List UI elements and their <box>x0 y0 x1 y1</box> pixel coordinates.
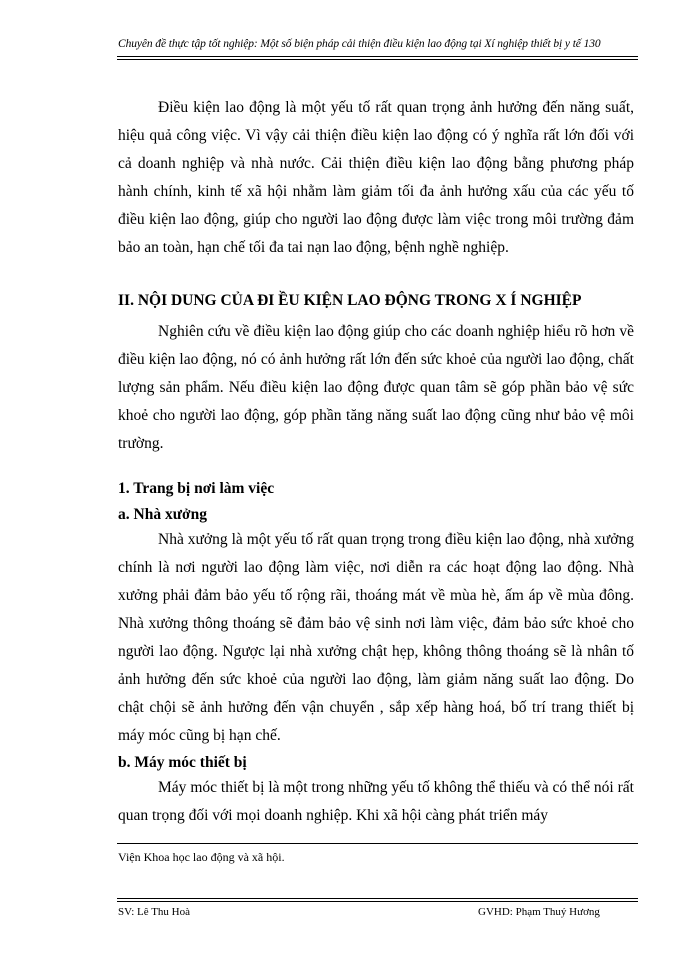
footer-divider-secondary <box>117 901 638 902</box>
footer-divider <box>117 898 638 899</box>
running-header: Chuyên đề thực tập tốt nghiệp: Một số biện pháp cải thiện điều kiện lao động tại Xí nghiệp thiết bị y tế 130 <box>118 38 601 50</box>
footer-student: SV: Lê Thu Hoà <box>118 906 190 918</box>
subheading-a: a. Nhà xưởng <box>118 506 207 523</box>
paragraph-b: Máy móc thiết bị là một trong những yếu tố không thể thiếu và có thể nói rất quan trọng đối với mọi doanh nghiệp. Khi xã hội càng phát triển máy <box>118 779 634 824</box>
footnote-divider <box>117 843 638 844</box>
intro-paragraph: Điều kiện lao động là một yếu tố rất quan trọng ảnh hưởng đến năng suất, hiệu quả công việc. Vì vậy cải thiện điều kiện lao động có ý nghĩa rất lớn đối với cả doanh nghiệp và nhà nước. Cải thiện điều kiện lao động bằng phương pháp hành chính, kinh tế xã hội nhằm làm giảm tối đa ảnh hưởng xấu của các yếu tố điều kiện lao động, giúp cho người lao động được làm việc trong môi trường đảm bảo an toàn, hạn chế tối đa tai nạn lao động, bệnh nghề nghiệp. <box>118 99 634 256</box>
section-paragraph: Nghiên cứu về điều kiện lao động giúp cho các doanh nghiệp hiểu rõ hơn về điều kiện lao động, nó có ảnh hưởng rất lớn đến sức khoẻ của người lao động, chất lượng sản phẩm. Nếu điều kiện lao động được quan tâm sẽ góp phần bảo vệ sức khoẻ cho người lao động, góp phần tăng năng suất lao động cũng như bảo vệ môi trường. <box>118 323 634 452</box>
footer-supervisor: GVHD: Phạm Thuý Hương <box>478 906 600 918</box>
header-divider-secondary <box>117 59 638 60</box>
subheading-b: b. Máy móc thiết bị <box>118 754 247 771</box>
section-heading: II. NỘI DUNG CỦA ĐI ỀU KIỆN LAO ĐỘNG TRONG X Í NGHIỆP <box>118 292 582 309</box>
footnote: Viện Khoa học lao động và xã hội. <box>118 850 285 864</box>
subsection-heading: 1. Trang bị nơi làm việc <box>118 480 275 497</box>
paragraph-a: Nhà xưởng là một yếu tố rất quan trọng trong điều kiện lao động, nhà xưởng chính là nơi người lao động làm việc, nơi diễn ra các hoạt động lao động. Nhà xưởng phải đảm bảo yếu tố rộng rãi, thoáng mát về mùa hè, ấm áp về mùa đông. Nhà xưởng thông thoáng sẽ đảm bảo vệ sinh nơi làm việc, đảm bảo sức khoẻ cho người lao động. Ngược lại nhà xưởng chật hẹp, không thông thoáng sẽ là nhân tố ảnh hưởng đến sức khoẻ của người lao động, làm giảm năng suất lao động. Do chật chội sẽ ảnh hưởng đến vận chuyển , sắp xếp hàng hoá, bố trí trang thiết bị máy móc cũng bị hạn chế. <box>118 531 634 744</box>
header-divider <box>117 56 638 57</box>
